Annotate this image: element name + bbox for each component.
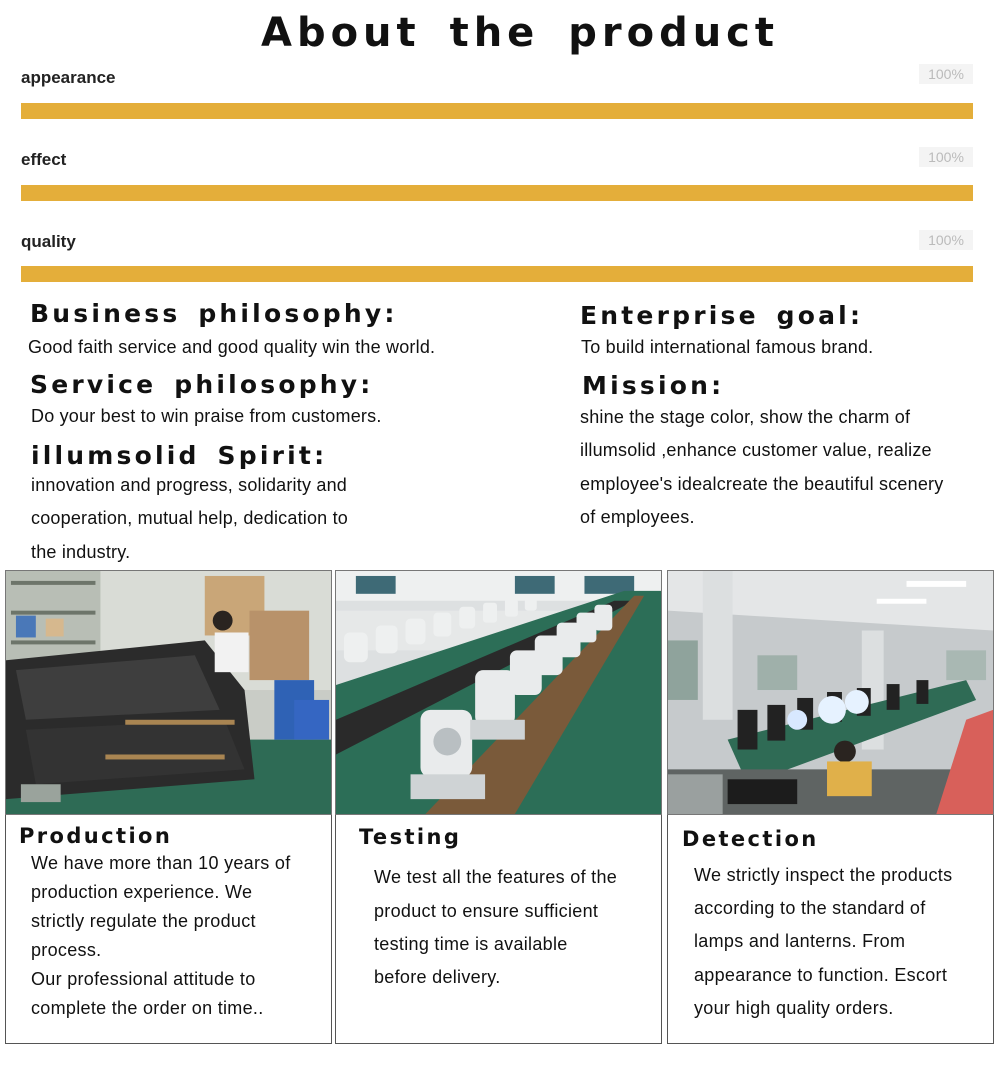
detection-card	[667, 815, 994, 1044]
detection-title: Detection	[682, 827, 819, 851]
mission-title: Mission:	[582, 371, 725, 400]
business-philosophy-text: Good faith service and good quality win the world.	[28, 337, 436, 357]
spirit-line: the industry.	[31, 542, 131, 562]
enterprise-goal-title: Enterprise goal:	[580, 301, 864, 330]
production-line: We have more than 10 years of	[31, 853, 291, 873]
detection-line: according to the standard of	[694, 898, 926, 918]
testing-line: We test all the features of the	[374, 867, 618, 887]
testing-card	[335, 815, 662, 1044]
detection-line: lamps and lanterns. From	[694, 931, 906, 951]
business-philosophy-title: Business philosophy:	[30, 299, 398, 328]
mission-line: shine the stage color, show the charm of	[580, 407, 911, 427]
detection-line: appearance to function. Escort	[694, 965, 948, 985]
spirit-line: cooperation, mutual help, dedication to	[31, 508, 349, 528]
bar-fill-quality	[21, 266, 973, 282]
spirit-line: innovation and progress, solidarity and	[31, 475, 347, 495]
mission-line: employee's idealcreate the beautiful scenery	[580, 474, 944, 494]
spirit-title: illumsolid Spirit:	[31, 441, 328, 470]
production-title: Production	[19, 824, 173, 848]
mission-line: of employees.	[580, 507, 695, 527]
production-line: Our professional attitude to	[31, 969, 256, 989]
bar-track-quality	[21, 266, 973, 282]
bar-label-effect: effect	[21, 150, 67, 169]
bar-track-appearance	[21, 103, 973, 119]
production-card	[5, 815, 332, 1044]
production-line: process.	[31, 940, 102, 960]
enterprise-goal-text: To build international famous brand.	[581, 337, 874, 357]
bar-percent-effect: 100%	[919, 147, 973, 167]
bar-label-appearance: appearance	[21, 68, 116, 87]
bar-percent-quality: 100%	[919, 230, 973, 250]
testing-photo	[335, 570, 662, 815]
page-title: About the product	[260, 10, 780, 56]
service-philosophy-text: Do your best to win praise from customers.	[31, 406, 382, 426]
detection-line: your high quality orders.	[694, 998, 894, 1018]
production-photo	[5, 570, 332, 815]
testing-line: before delivery.	[374, 967, 501, 987]
detection-line: We strictly inspect the products	[694, 865, 953, 885]
detection-photo	[667, 570, 994, 815]
bar-track-effect	[21, 185, 973, 201]
bar-label-quality: quality	[21, 232, 76, 251]
service-philosophy-title: Service philosophy:	[30, 370, 374, 399]
mission-line: illumsolid ,enhance customer value, realize	[580, 440, 932, 460]
testing-line: product to ensure sufficient	[374, 901, 599, 921]
production-line: complete the order on time..	[31, 998, 264, 1018]
production-line: production experience. We	[31, 882, 253, 902]
testing-line: testing time is available	[374, 934, 568, 954]
bar-fill-effect	[21, 185, 973, 201]
production-line: strictly regulate the product	[31, 911, 256, 931]
testing-title: Testing	[359, 825, 462, 849]
bar-percent-appearance: 100%	[919, 64, 973, 84]
bar-fill-appearance	[21, 103, 973, 119]
